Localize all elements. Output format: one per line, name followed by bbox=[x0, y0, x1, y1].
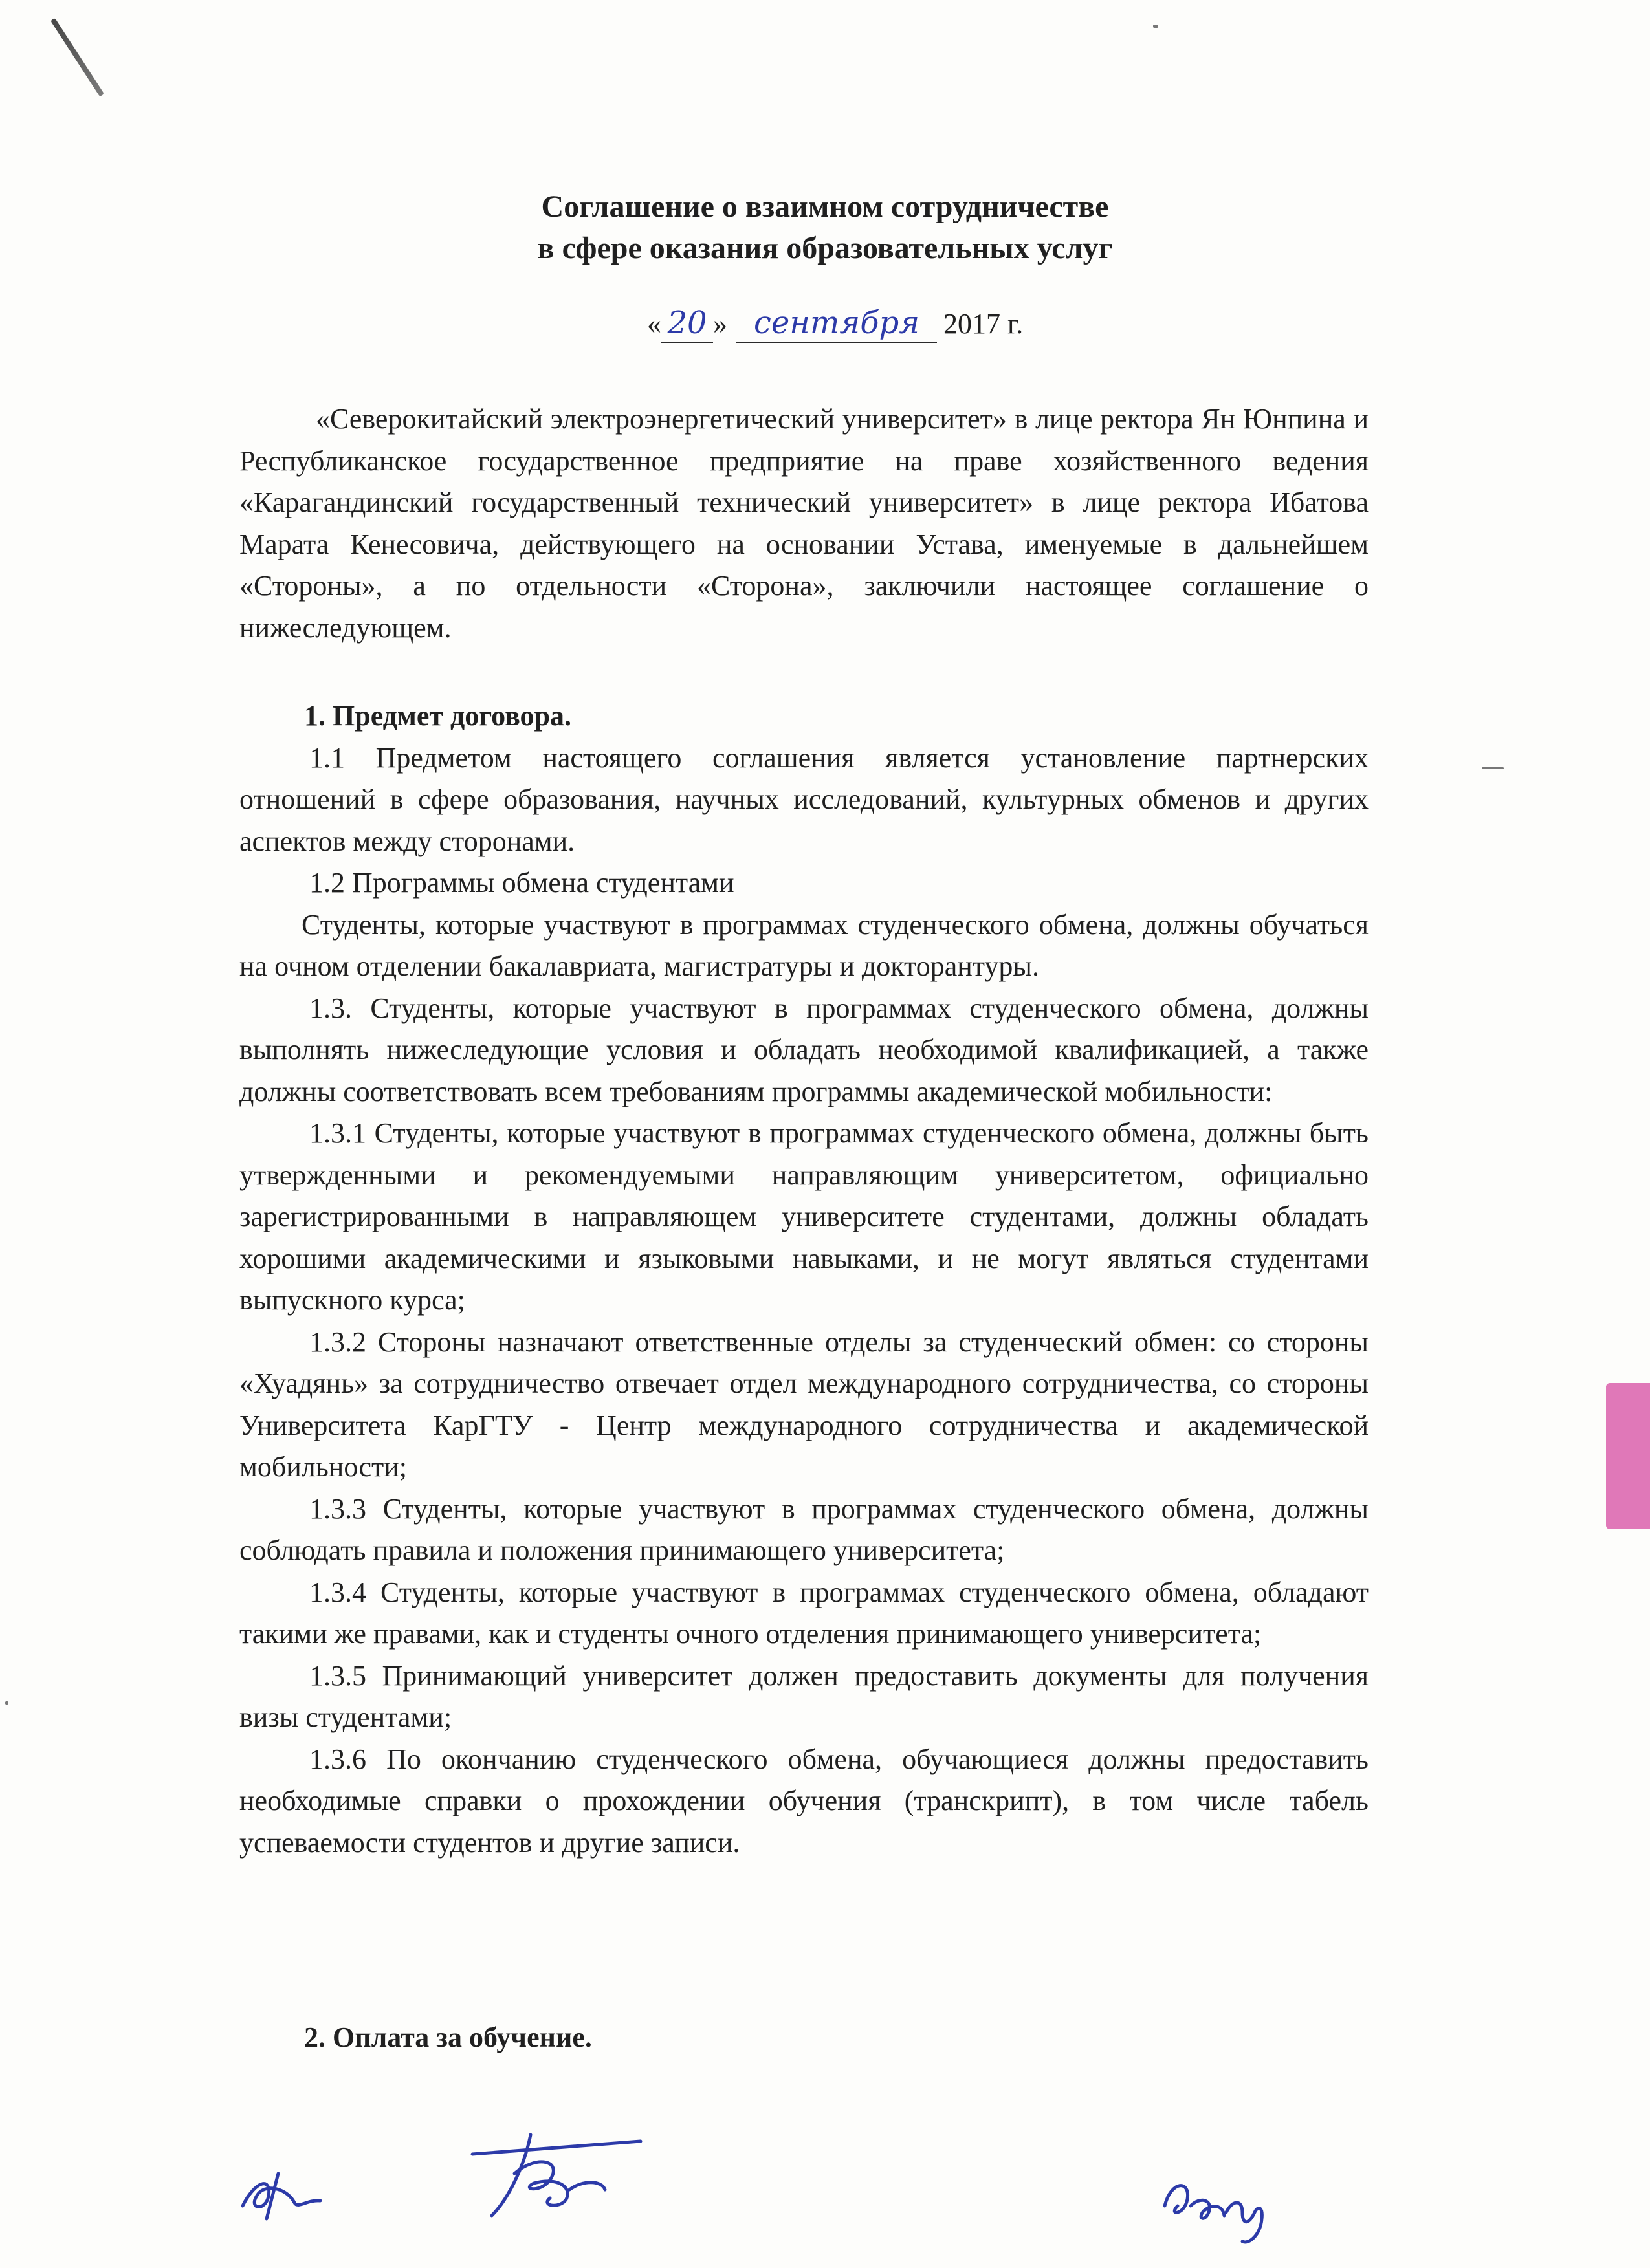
agreement-date bbox=[647, 304, 1023, 343]
scan-speck bbox=[1153, 25, 1158, 28]
clause-1-3-2: 1.3.2 Стороны назначают ответственные отделы за студенческий обмен: со стороны «Хуадянь» за сотрудничество отвечает отдел международного сотрудничества, со стороны Университета КарГТУ - Центр международного сотрудничества и академической мобильности; bbox=[239, 1325, 1369, 1483]
date-day: 20 bbox=[661, 304, 713, 343]
signature-2 bbox=[453, 2128, 647, 2225]
date-close-quote: » bbox=[713, 308, 727, 340]
section-1-heading: 1. Предмет договора. bbox=[304, 700, 571, 732]
clause-1-2-text: Студенты, которые участвуют в программах студенческого обмена, должны обучаться на очном отделении бакалавриата, магистратуры и докторантуры. bbox=[239, 908, 1369, 982]
signature-1 bbox=[233, 2154, 343, 2225]
clause-1-3-5: 1.3.5 Принимающий университет должен предоставить документы для получения визы студентами; bbox=[239, 1659, 1369, 1733]
section-2 bbox=[239, 2017, 1369, 2059]
date-open-quote: « bbox=[647, 308, 661, 340]
intro-paragraph: «Северокитайский электроэнергетический университет» в лице ректора Ян Юнпина и Республиканское государственное предприятие на праве хозяйственного ведения «Карагандинский государственный технический университет» в лице ректора Ибатова Марата Кенесовича, действующего на основании Устава, именуемые в дальнейшем «Стороны», а по отдельности «Сторона», заключили настоящее соглашение о нижеследующем. bbox=[239, 403, 1369, 644]
clause-1-3: 1.3. Студенты, которые участвуют в программах студенческого обмена, должны выполнять нижеследующие условия и обладать необходимой квалификацией, а также должны соответствовать всем требованиям программы академической мобильности: bbox=[239, 992, 1369, 1107]
clause-1-1: 1.1 Предметом настоящего соглашения является установление партнерских отношений в сфере образования, научных исследований, культурных обменов и других аспектов между сторонами. bbox=[239, 741, 1369, 857]
clause-1-3-1: 1.3.1 Студенты, которые участвуют в программах студенческого обмена, должны быть утвержденными и рекомендуемыми направляющим университетом, официально зарегистрированными в направляющем университете студентами, должны обладать хорошими академическими и языковыми навыками, и не могут являться студентами выпускного курса; bbox=[239, 1117, 1369, 1316]
scan-speck bbox=[1482, 767, 1504, 769]
clause-1-3-3: 1.3.3 Студенты, которые участвуют в программах студенческого обмена, должны соблюдать правила и положения принимающего университета; bbox=[239, 1492, 1369, 1566]
page-tab-marker bbox=[1606, 1383, 1650, 1529]
section-1 bbox=[239, 695, 1369, 1864]
scan-speck bbox=[5, 1701, 8, 1705]
section-2-heading: 2. Оплата за обучение. bbox=[304, 2022, 592, 2053]
document-title-line-1: Соглашение о взаимном сотрудничестве bbox=[541, 190, 1109, 224]
date-month: сентября bbox=[736, 304, 937, 343]
intro-block bbox=[239, 398, 1369, 649]
clause-1-3-4: 1.3.4 Студенты, которые участвуют в программах студенческого обмена, обладают такими же правами, как и студенты очного отделения принимающего университета; bbox=[239, 1576, 1369, 1650]
signature-3 bbox=[1152, 2161, 1288, 2251]
clause-1-2-title: 1.2 Программы обмена студентами bbox=[309, 867, 734, 899]
date-year: 2017 г. bbox=[943, 308, 1024, 340]
scan-artifact-mark bbox=[50, 18, 104, 97]
clause-1-3-6: 1.3.6 По окончанию студенческого обмена, обучающиеся должны предоставить необходимые справки о прохождении обучения (транскрипт), в том числе табель успеваемости студентов и другие записи. bbox=[239, 1743, 1369, 1859]
document-title-line-2: в сфере оказания образовательных услуг bbox=[537, 231, 1113, 265]
